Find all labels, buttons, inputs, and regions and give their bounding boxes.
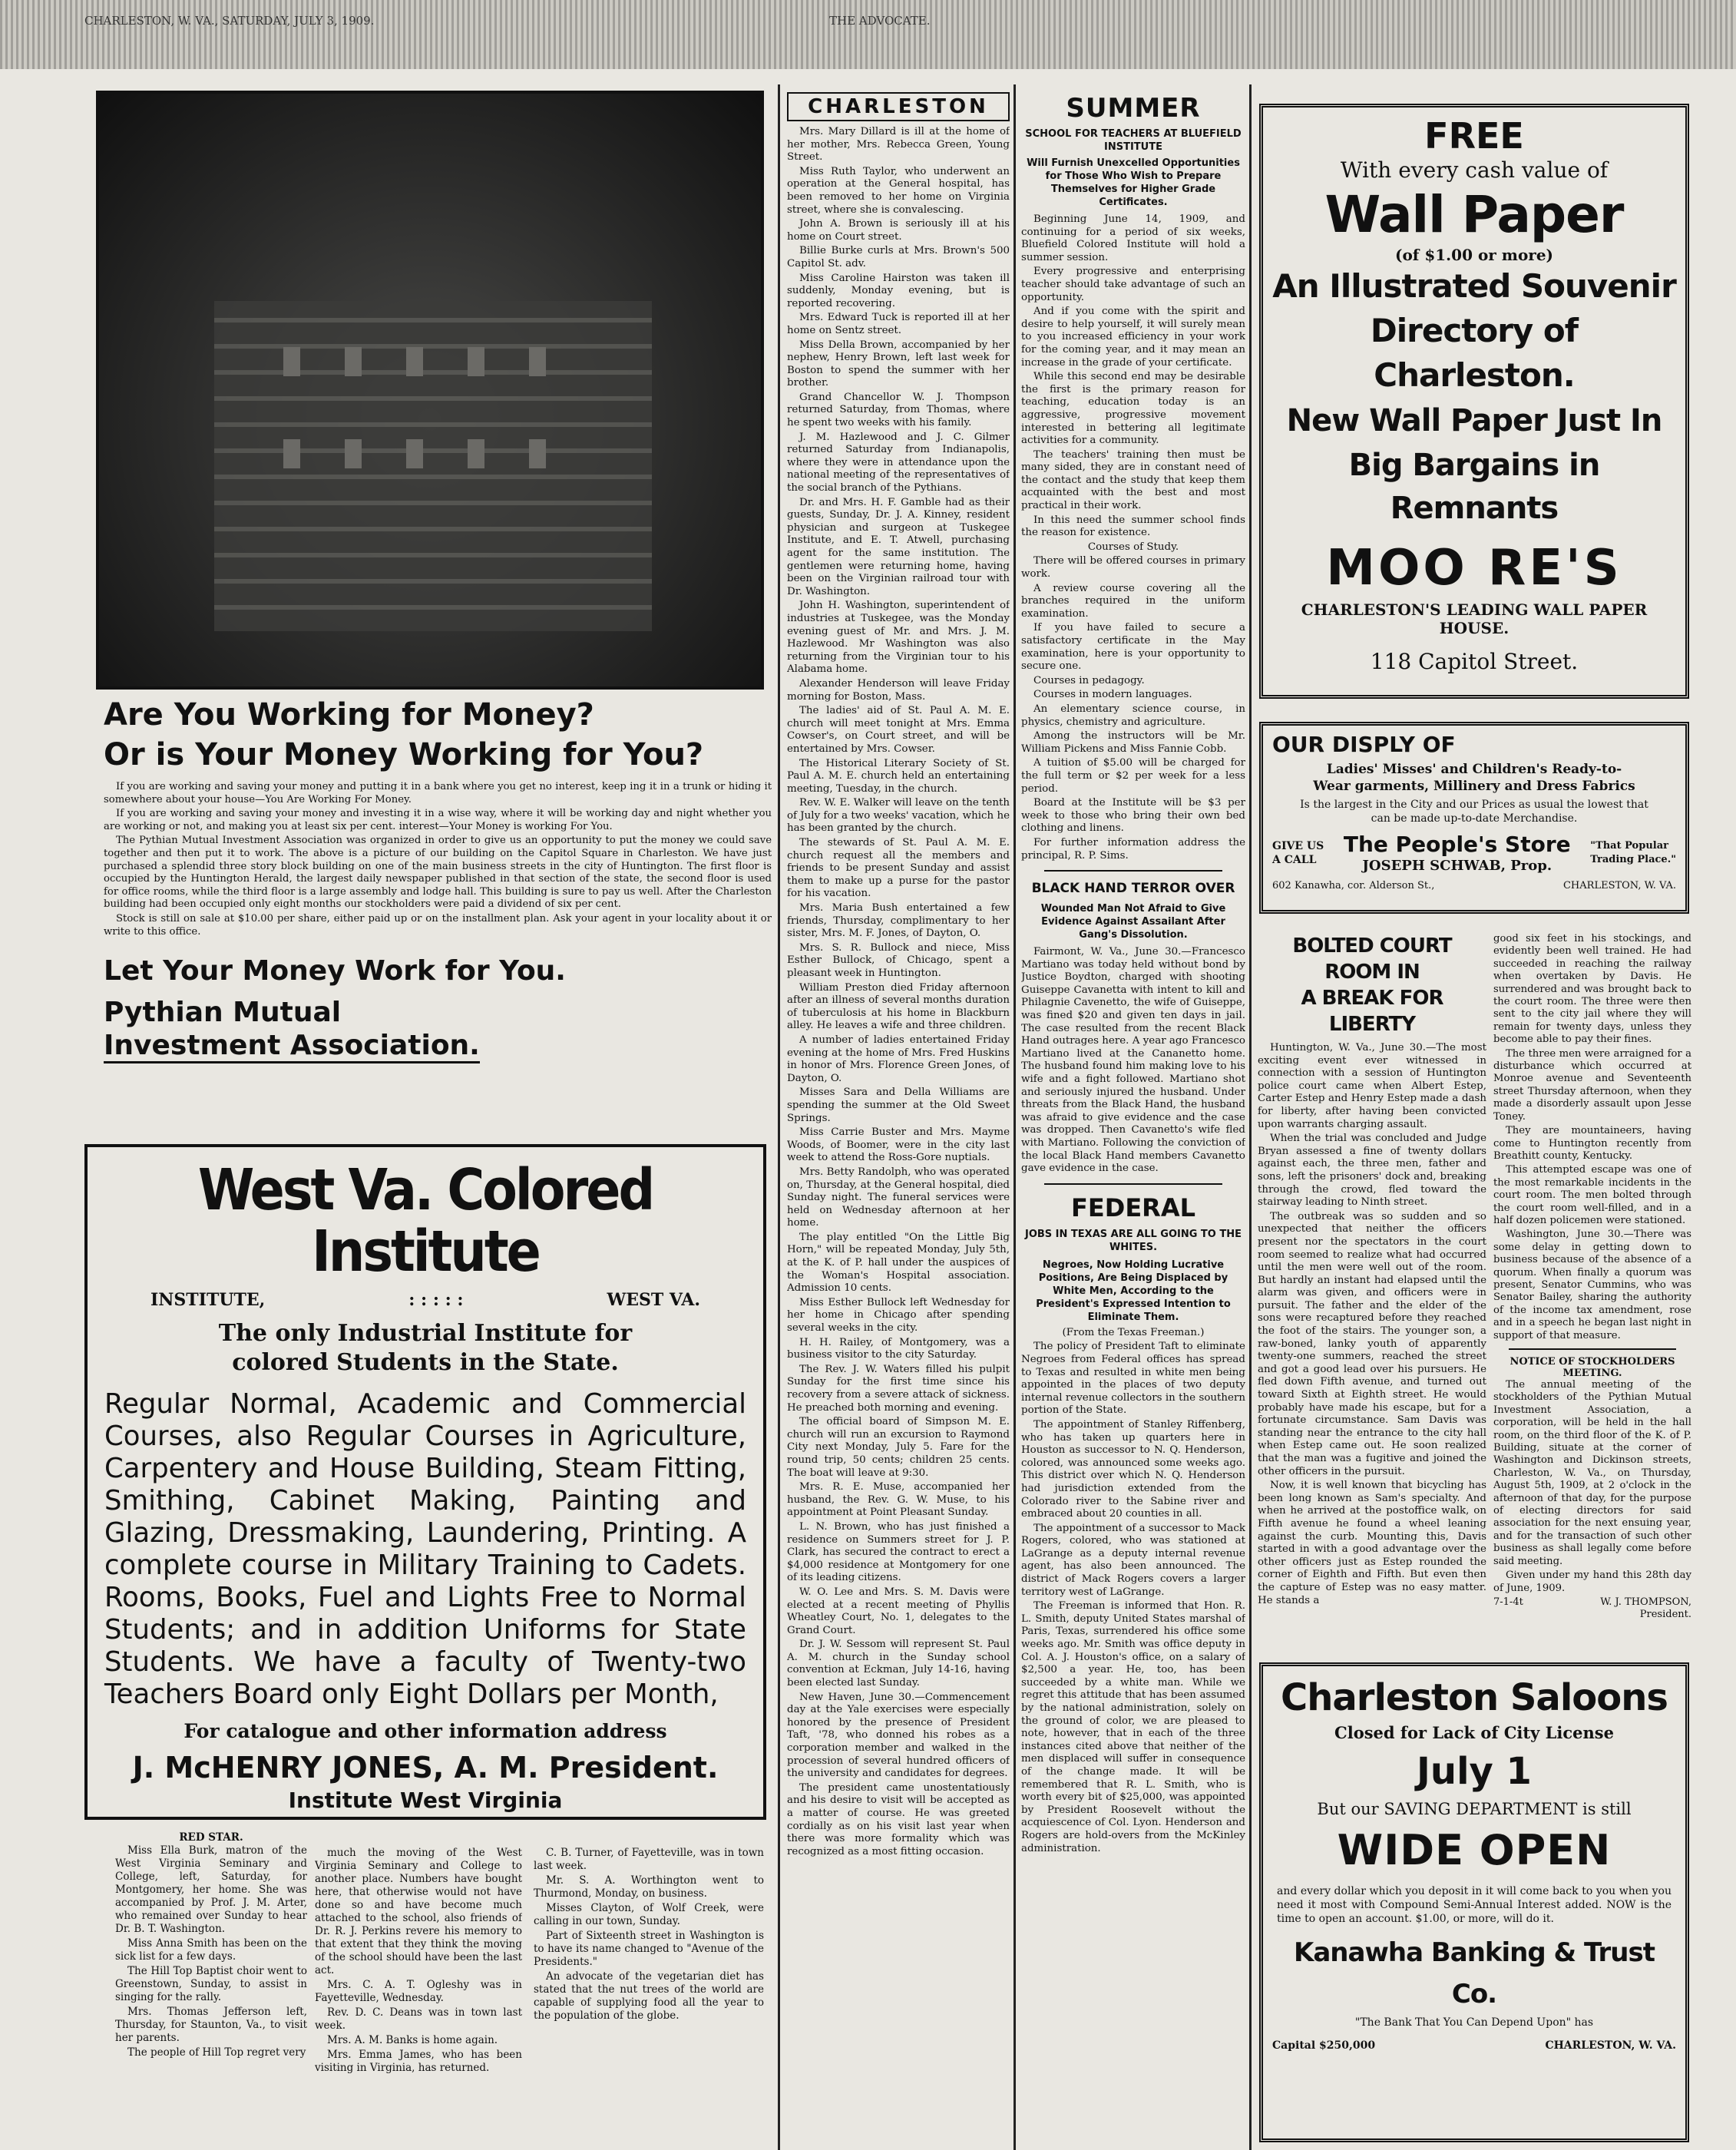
federal-head: FEDERAL <box>1071 1192 1195 1222</box>
charleston-item: John A. Brown is seriously ill at his home on Court street. <box>787 218 1010 243</box>
saloons-wide-open: WIDE OPEN <box>1337 1826 1612 1874</box>
wvci-ad <box>84 1144 766 1820</box>
redstar-head: RED STAR. <box>179 1831 243 1844</box>
summer-paragraph: And if you come with the spirit and desire to help yourself, it will surely mean to you increased efficiency in your work for the coming year, and it may mean an increase in the grade of your certificate. <box>1021 306 1245 369</box>
window-mark <box>406 347 423 376</box>
wvci-location-dots: : : : : : <box>408 1290 464 1310</box>
redstar-item: Rev. D. C. Deans was in town last week. <box>315 2006 522 2032</box>
charleston-item: Grand Chancellor W. J. Thompson returned Saturday, from Thomas, where he spent two weeks with his family. <box>787 391 1010 429</box>
charleston-item: Mrs. Mary Dillard is ill at the home of her mother, Mrs. Rebecca Green, Young Street. <box>787 126 1010 164</box>
bolted-head-2: A BREAK FOR LIBERTY <box>1301 987 1443 1036</box>
wvci-tagline-2: colored Students in the State. <box>232 1349 619 1376</box>
peoples-line-1: Ladies' Misses' and Children's Ready-to- <box>1326 762 1622 777</box>
federal-paragraph: The Freeman is informed that Hon. R. L. Smith, deputy United States marshal of Paris, Texas, surrendered his office some weeks ago. Mr. Smith was office deputy in Col. A. J. Houston's office, on a salary of $2,500 a year. He, too, has been succeeded by a white man. While we regret this attitude that has been assumed by the national administration, solely on the ground of color, we are pleased to note, however, that in each of the three instances cited above that neither of the men displaced will suffer in consequence of the change made. It will be remembered that R. L. Smith, who is worth every bit of $25,000, was appointed by President Roosevelt without the acquiescence of Col. Lyon. Henderson and Rogers are hold-overs from the McKinley administration. <box>1021 1600 1245 1854</box>
federal-paragraph: The appointment of Stanley Riffenberg, who has taken up quarters here in Houston as successor to N. Q. Henderson, colored, was announced some weeks ago. This district over which N. Q. Henderson had jurisdiction extended from the Colorado river to the Sabine river and embraced about 20 counties in all. <box>1021 1418 1245 1520</box>
wvci-catalogue: For catalogue and other information address <box>184 1720 667 1742</box>
federal-paragraph: The policy of President Taft to eliminate Negroes from Federal offices has spread to Texas and resulted in white men being appointed in the places of two deputy internal revenue collectors in the southern portion of the State. <box>1021 1341 1245 1417</box>
wvci-body: Regular Normal, Academic and Commercial Courses, also Regular Courses in Agriculture, Carpentery and House Building, Steam Fitting, Smithing, Cabinet Making, Painting and Glazing, Dressmaking, Laundering, Printing. A complete course in Military Training to Cadets. Rooms, Books, Fuel and Lights Free to Normal Students; and in addition Uniforms for State Students. We have a faculty of Twenty-two Teachers Board only Eight Dollars per Month, <box>104 1388 746 1710</box>
bolted-cont-paragraph: The three men were arraigned for a disturbance which occurred at Monroe avenue and Seventeenth street Thursday afternoon, when they made a disorderly assault upon Jesse Toney. <box>1493 1047 1691 1123</box>
peoples-store-name: The People's Store <box>1343 832 1571 857</box>
charleston-item: New Haven, June 30.—Commencement day at the Yale exercises were especially honored by the presence of President Taft, '78, who donned his robes as a corporation member and walked in the procession of several hundred officers of the university and candidates for degrees. <box>787 1691 1010 1780</box>
peoples-line-2: Wear garments, Millinery and Dress Fabrics <box>1313 779 1635 794</box>
blackhand-deck: Wounded Man Not Afraid to Give Evidence Against Assailant After Gang's Dissolution. <box>1040 903 1226 941</box>
charleston-item: Alexander Henderson will leave Friday morning for Boston, Mass. <box>787 677 1010 703</box>
summer-paragraph: Among the instructors will be Mr. William Pickens and Miss Fannie Cobb. <box>1021 730 1245 755</box>
window-mark <box>529 439 546 468</box>
bolted-head-1: BOLTED COURT ROOM IN <box>1292 934 1452 984</box>
bolted-cont-paragraph: This attempted escape was one of the most remarkable incidents in the court room. The men bolted through the court room well-filled, and in a half dozen policemen were stationed. <box>1493 1164 1691 1226</box>
peoples-trading: Trading Place." <box>1590 853 1676 865</box>
wvci-location-right: WEST VA. <box>607 1290 700 1310</box>
summer-deck: Will Furnish Unexcelled Opportunities for Those Who Wish to Prepare Themselves for Higher Grade Certificates. <box>1027 157 1240 208</box>
bolted-cont-paragraph: They are mountaineers, having come to Huntington recently from Breathitt county, Kentucky. <box>1493 1125 1691 1162</box>
notice-body: The annual meeting of the stockholders of the Pythian Mutual Investment Association, a corporation, will be held in the hall room, on the third floor of the K. of P. Building, situate at the corner of Washington and Dickinson streets, Charleston, W. Va., on Thursday, August 5th, 1909, at 2 o'clock in the afternoon of that day, for the purpose of electing directors for said association for the next ensuing year, and for the transaction of such other business as shall legally come before said meeting. <box>1493 1379 1691 1567</box>
charleston-item: Rev. W. E. Walker will leave on the tenth of July for a two weeks' vacation, which he has been granted by the church. <box>787 797 1010 835</box>
charleston-item: Mrs. R. E. Muse, accompanied her husband, the Rev. G. W. Muse, to his appointment at Point Pleasant Sunday. <box>787 1481 1010 1519</box>
redstar-item: Part of Sixteenth street in Washington is to have its name changed to "Avenue of the Presidents." <box>534 1930 764 1968</box>
moores-bargains: Big Bargains in Remnants <box>1348 448 1600 526</box>
window-mark <box>283 347 300 376</box>
blackhand-paragraph: Fairmont, W. Va., June 30.—Francesco Martiano was today held without bond by Justice Boydton, charged with shooting Guiseppe Cavanetta with intent to kill and Philagnie Cavenetto, the wife of Guiseppe, was fined $20 and given ten days in jail. The case resulted from the recent Black Hand outrages here. A year ago Francesco Martiano lived at the Cananetto home. The husband found him making love to his wife and a fight followed. Martiano shot and seriously injured the husband. Under threats from the Black Hand, the husband was afraid to give evidence and the case was dropped. Then Cavanetto's wife fled with Martiano. Following the conviction of the local Black Hand members Cavanetto gave evidence in the case. <box>1021 946 1245 1175</box>
pythian-paragraph: If you are working and saving your money and putting it in a bank where you get no interest, keep ing it in a trunk or hiding it somewhere about your house—You Are Working For Money. <box>104 781 772 805</box>
moores-with: With every cash value of <box>1340 157 1609 183</box>
summer-head: SUMMER <box>1066 93 1201 124</box>
summer-courses-head: Courses of Study. <box>1087 541 1179 553</box>
window-mark <box>283 439 300 468</box>
bolted-cont-paragraph: Washington, June 30.—There was some delay in getting down to business because of the absence of a quorum. When finally a quorum was present, Senator Cummins, who was Senator Bailey, sharing the authority of the income tax amendment, rose and in a speech he began last night in support of that measure. <box>1493 1229 1691 1341</box>
summer-paragraph: In this need the summer school finds the reason for existence. <box>1021 514 1245 539</box>
charleston-item: The stewards of St. Paul A. M. E. church request all the members and friends to be present Sunday and assist them to make up a purse for the pastor for his vacation. <box>787 837 1010 900</box>
redstar-item: The Hill Top Baptist choir went to Greenstown, Sunday, to assist in singing for the rally. <box>115 1965 307 2003</box>
charleston-item: Dr. and Mrs. H. F. Gamble had as their guests, Sunday, Dr. J. A. Kinney, resident physician and surgeon at Tuskegee Institute, and E. T. Atwell, purchasing agent for the same institution. The gentlemen were returning home, having been on the Virginian railroad tour with Dr. Washington. <box>787 496 1010 597</box>
summer-paragraph: There will be offered courses in primary work. <box>1021 555 1245 580</box>
window-mark <box>468 347 484 376</box>
charleston-item: A number of ladies entertained Friday evening at the home of Mrs. Fred Huskins in honor of Mrs. Florence Green Jones, of Dayton, O. <box>787 1034 1010 1084</box>
wvci-tagline-1: The only Industrial Institute for <box>218 1320 633 1347</box>
charleston-item: Misses Sara and Della Williams are spending the summer at the Old Sweet Springs. <box>787 1087 1010 1124</box>
peoples-prop: JOSEPH SCHWAB, Prop. <box>1362 858 1552 874</box>
summer-paragraph: Every progressive and enterprising teacher should take advantage of such an opportunity. <box>1021 266 1245 303</box>
moores-new-paper: New Wall Paper Just In <box>1286 403 1662 438</box>
redstar-column-3 <box>534 1847 764 2138</box>
peoples-popular: "That Popular <box>1590 839 1668 852</box>
notice-ref: 7-1-4t <box>1493 1596 1523 1608</box>
masthead-title: THE ADVOCATE. <box>829 14 931 28</box>
peoples-address: 602 Kanawha, cor. Alderson St., <box>1272 880 1435 891</box>
pythian-paragraph: If you are working and saving your money and investing it in a wise way, where it will be working day and night whether you are working or not, and making you at least six per cent. interest—Your Money is working For You. <box>104 808 772 832</box>
saloons-head: Charleston Saloons <box>1281 1676 1668 1719</box>
summer-paragraph: Courses in pedagogy. <box>1033 674 1145 686</box>
pythian-headline-2: Or is Your Money Working for You? <box>104 737 704 772</box>
moores-souvenir: An Illustrated Souvenir <box>1272 267 1676 305</box>
notice-title: President. <box>1639 1609 1691 1621</box>
charleston-head: CHARLESTON <box>787 92 1010 121</box>
wvci-title: West Va. Colored Institute <box>197 1157 653 1285</box>
bolted-paragraph: Huntington, W. Va., June 30.—The most exciting event ever witnessed in connection with a session of Huntington police court came when Albert Estep, Carter Estep and Henry Estep made a dash for liberty, after having been convicted upon warrants charging assault. <box>1258 1042 1486 1130</box>
redstar-item: Miss Anna Smith has been on the sick list for a few days. <box>115 1937 307 1963</box>
building-image <box>214 301 652 631</box>
peoples-line-3: Is the largest in the City and our Prices as usual the lowest that <box>1300 799 1648 811</box>
summer-paragraph: A review course covering all the branches required in the uniform examination. <box>1021 582 1245 620</box>
charleston-item: Mrs. Betty Randolph, who was operated on, Thursday, at the General hospital, died Sunday night. The funeral services were held on Wednesday afternoon at her home. <box>787 1166 1010 1229</box>
redstar-item: C. B. Turner, of Fayetteville, was in town last week. <box>534 1847 764 1872</box>
federal-subhead: JOBS IN TEXAS ARE ALL GOING TO THE WHITES. <box>1025 1228 1242 1253</box>
charleston-item: Billie Burke curls at Mrs. Brown's 500 Capitol St. adv. <box>787 245 1010 270</box>
masthead-date: CHARLESTON, W. VA., SATURDAY, JULY 3, 1909. <box>84 14 375 28</box>
moores-leading: CHARLESTON'S LEADING WALL PAPER <box>1301 600 1648 619</box>
redstar-item: An advocate of the vegetarian diet has stated that the nut trees of the world are capable of supplying food all the year to the population of the globe. <box>534 1970 764 2022</box>
moores-address: 118 Capitol Street. <box>1370 649 1579 674</box>
charleston-item: The ladies' aid of St. Paul A. M. E. church will meet tonight at Mrs. Emma Cowser's, on Court street, and will be entertained by Mrs. Cowser. <box>787 705 1010 755</box>
charleston-item: H. H. Railey, of Montgomery, was a business visitor to the city Saturday. <box>787 1336 1010 1361</box>
saloons-date: July 1 <box>1417 1750 1532 1793</box>
summer-paragraph: If you have failed to secure a satisfactory certificate in the May examination, here is your opportunity to secure one. <box>1021 622 1245 673</box>
summer-paragraph: While this second end may be desirable the first is the primary reason for teaching, education today is an aggressive, progressive movement interested in bettering all legitimate activities for a community. <box>1021 371 1245 447</box>
charleston-item: Miss Della Brown, accompanied by her nephew, Henry Brown, left last week for Boston to spend the summer with her brother. <box>787 339 1010 389</box>
window-mark <box>345 439 362 468</box>
column-rule <box>1013 84 1016 2150</box>
redstar-item: Mrs. Emma James, who has been visiting in Virginia, has returned. <box>315 2049 522 2074</box>
summer-subhead: SCHOOL FOR TEACHERS AT BLUEFIELD INSTITUTE <box>1025 128 1242 153</box>
notice-given: Given under my hand this 28th day of June, 1909. <box>1493 1570 1691 1594</box>
notice-head-1: NOTICE OF STOCKHOLDERS <box>1509 1356 1675 1368</box>
charleston-item: W. O. Lee and Mrs. S. M. Davis were elected at a recent meeting of Phyllis Wheatley Court, No. 1, delegates to the Grand Court. <box>787 1586 1010 1636</box>
peoples-store-ad <box>1259 722 1689 914</box>
federal-source: (From the Texas Freeman.) <box>1062 1326 1205 1338</box>
pythian-paragraph: Stock is still on sale at $10.00 per share, either paid up or on the installment plan. Ask your agent in your locality about it or write to this office. <box>104 912 772 938</box>
pythian-ad <box>104 695 772 1125</box>
saloons-but: But our SAVING DEPARTMENT is still <box>1317 1800 1632 1818</box>
bolted-paragraph: The outbreak was so sudden and so unexpected that neither the officers present nor the spectators in the court room seemed to realize what had occurred until the men were well out of the room. But hardly an instant had elapsed until the alarm was given, and officers were in pursuit. The father and the elder of the sons were recaptured before they reached the foot of the stairs. The younger son, a raw-boned, lanky youth of apparently twenty-one summers, reached the street and got a good lead over his pursuers. He fled down Fifth avenue, and turned out toward Sixth at Eighth street. He would probably have made his escape, but for a fortunate circumstance. Sam Davis was standing near the entrance to the city hall when Estep came out. He soon realized that the man was a fugitive and joined the other officers in the pursuit. <box>1258 1210 1486 1477</box>
pythian-headline-1: Are You Working for Money? <box>104 697 594 733</box>
pythian-slogan: Let Your Money Work for You. <box>104 955 566 987</box>
bank-city: CHARLESTON, W. VA. <box>1545 2039 1676 2052</box>
window-mark <box>345 347 362 376</box>
charleston-column <box>787 92 1010 2146</box>
peoples-head: OUR DISPLY OF <box>1272 732 1456 757</box>
peoples-give: GIVE US <box>1272 839 1324 852</box>
summer-paragraph: A tuition of $5.00 will be charged for the full term or $2 per week for a less period. <box>1021 757 1245 795</box>
bank-name: Kanawha Banking & Trust Co. <box>1294 1937 1655 2009</box>
charleston-item: Miss Caroline Hairston was taken ill suddenly, Monday evening, but is reported recovering. <box>787 272 1010 309</box>
pythian-org-1: Pythian Mutual <box>104 997 342 1029</box>
charleston-item: Mrs. Maria Bush entertained a few friends, Thursday, complimentary to her sister, Mrs. M. F. Jones, of Dayton, O. <box>787 902 1010 940</box>
wvci-location <box>150 1290 700 1310</box>
federal-paragraph: The appointment of a successor to Mack Rogers, colored, who was stationed at LaGrange as a deputy internal revenue agent, has also been announced. The district of Mack Rogers covers a larger territory west of LaGrange. <box>1021 1522 1245 1598</box>
summer-paragraph: Courses in modern languages. <box>1033 689 1192 701</box>
moores-name: MOO RE'S <box>1326 540 1622 597</box>
bank-capital: Capital $250,000 <box>1272 2039 1376 2052</box>
summer-paragraph: An elementary science course, in physics, chemistry and agriculture. <box>1021 703 1245 728</box>
federal-deck: Negroes, Now Holding Lucrative Positions, Are Being Displaced by White Men, According to the President's Expressed Intention to Eliminate Them. <box>1036 1259 1231 1323</box>
charleston-item: Mrs. Edward Tuck is reported ill at her home on Sentz street. <box>787 312 1010 336</box>
redstar-item: much the moving of the West Virginia Seminary and College to another place. Numbers have bought here, that otherwise would not have done so and have become much attached to the school, also friends of Dr. R. J. Perkins revere his memory to that extent that they think the moving of the school should have been the last act. <box>315 1847 522 1976</box>
bolted-continuation-column <box>1493 933 1691 1655</box>
window-mark <box>529 347 546 376</box>
moores-ad <box>1259 104 1689 699</box>
redstar-item: Misses Clayton, of Wolf Creek, were calling in our town, Sunday. <box>534 1902 764 1927</box>
blackhand-head: BLACK HAND TERROR OVER <box>1031 881 1235 897</box>
wvci-location-left: INSTITUTE, <box>150 1290 266 1310</box>
charleston-item: William Preston died Friday afternoon after an illness of several months duration of tuberculosis at his home in Blackburn alley. He leaves a wife and three children. <box>787 981 1010 1032</box>
bolted-paragraph: When the trial was concluded and Judge Bryan assessed a fine of twenty dollars against each, the three men, father and sons, left the prisoners' dock and, breaking through the crowd, fled toward the stairway leading to Ninth street. <box>1258 1133 1486 1209</box>
masthead-strip <box>0 0 1736 69</box>
redstar-column-1 <box>115 1831 307 2138</box>
redstar-item: The people of Hill Top regret very <box>127 2046 306 2059</box>
charleston-item: Miss Carrie Buster and Mrs. Mayme Woods, of Boomer, were in the city last week to attend the Ross-Gore nuptials. <box>787 1126 1010 1164</box>
charleston-item: The Rev. J. W. Waters filled his pulpit Sunday for the first time since his recovery from a severe attack of sickness. He preached both morning and evening. <box>787 1363 1010 1414</box>
window-mark <box>468 439 484 468</box>
charleston-item: The president came unostentatiously and his desire to visit will be accepted as a matter of course. He was greeted cordially as on his visit last year when there was more formality which was recognized as a most fitting occasion. <box>787 1781 1010 1857</box>
column-rule <box>778 84 780 2150</box>
redstar-item: Mrs. Thomas Jefferson left, Thursday, for Staunton, Va., to visit her parents. <box>115 2006 307 2044</box>
notice-signed: W. J. THOMPSON, <box>1600 1596 1691 1608</box>
moores-directory: Directory of Charleston. <box>1370 312 1579 394</box>
redstar-column-2 <box>315 1847 522 2138</box>
bolted-cont-paragraph: good six feet in his stockings, and evidently been well trained. He had succeeded in reaching the railway when overtaken by Davis. He surrendered and was brought back to the court room. The three were then sent to the city jail where they will remain for twenty days, unless they become able to pay their fines. <box>1493 933 1691 1046</box>
summer-paragraph: Beginning June 14, 1909, and continuing for a period of six weeks, Bluefield Colored Institute will hold a summer session. <box>1021 213 1245 263</box>
moores-wallpaper: Wall Paper <box>1324 185 1624 244</box>
redstar-item: Mrs. A. M. Banks is home again. <box>327 2034 498 2046</box>
summer-column <box>1021 92 1245 2146</box>
notice-head-2: MEETING. <box>1562 1368 1622 1379</box>
wvci-president: J. McHENRY JONES, A. M. President. <box>132 1751 719 1784</box>
bolted-column <box>1258 933 1486 1655</box>
redstar-item: Mrs. C. A. T. Ogleshy was in Fayetteville, Wednesday. <box>315 1979 522 2004</box>
summer-paragraph: The teachers' training then must be many sided, they are in constant need of the contact and the study that keep them acquainted with the best and most practical in their work. <box>1021 448 1245 512</box>
kanawha-bank-ad <box>1259 1662 1689 2142</box>
wvci-address: Institute West Virginia <box>288 1788 563 1813</box>
bank-motto: "The Bank That You Can Depend Upon" has <box>1354 2016 1594 2029</box>
charleston-item: The Historical Literary Society of St. Paul A. M. E. church held an entertaining meeting, Tuesday, in the church. <box>787 757 1010 795</box>
charleston-item: The official board of Simpson M. E. church will run an excursion to Raymond City next Monday, July 5. Fare for the round trip, 50 cents; children 25 cents. The boat will leave at 9:30. <box>787 1416 1010 1479</box>
peoples-city: CHARLESTON, W. VA. <box>1562 880 1676 891</box>
redstar-item: Miss Ella Burk, matron of the West Virginia Seminary and College, left, Saturday, for Montgomery, her home. She was accompanied by Prof. J. M. Arter, who remained over Sunday to hear Dr. B. T. Washington. <box>115 1844 307 1935</box>
charleston-item: Miss Esther Bullock left Wednesday for her home in Chicago after spending several weeks in the city. <box>787 1296 1010 1335</box>
charleston-body <box>787 126 1010 1858</box>
building-photo <box>96 91 764 690</box>
window-mark <box>406 439 423 468</box>
pythian-paragraph: The Pythian Mutual Investment Association was organized in order to give us an opportunity to put the money we could save together and then put it to work. The above is a picture of our building on the Capitol Square in Charleston. We have just purchased a splendid three story block building on one of the main business streets in the city of Huntington. The first floor is occupied by the Huntington Herald, the largest daily newspaper published in that section of the state, the second floor is used for office rooms, while the third floor is a large assembly and lodge hall. This building is sure to pay us well. After the Charleston building had been occupied only eight months our stockholders were paid a dividend of six per cent. <box>104 835 772 911</box>
column-rule <box>1249 84 1252 2150</box>
saloons-closed: Closed for Lack of City License <box>1334 1723 1614 1742</box>
charleston-item: Dr. J. W. Sessom will represent St. Paul A. M. church in the Sunday school convention at Eckman, July 14-16, having been elected last Sunday. <box>787 1639 1010 1689</box>
peoples-line-4: can be made up-to-date Merchandise. <box>1371 812 1578 825</box>
saloons-body: and every dollar which you deposit in it will come back to you when you need it most with Compound Semi-Annual Interest added. NOW is the time to open an account. $1.00, or more, will do it. <box>1277 1885 1672 1925</box>
charleston-item: The play entitled "On the Little Big Horn," will be repeated Monday, July 5th, at the K. of P. hall under the auspices of the Woman's Hospital association. Admission 10 cents. <box>787 1231 1010 1295</box>
charleston-item: Mrs. S. R. Bullock and niece, Miss Esther Bullock, of Chicago, spent a pleasant week in Huntington. <box>787 941 1010 979</box>
pythian-org-2: Investment Association. <box>104 1030 480 1063</box>
peoples-call: A CALL <box>1272 853 1317 866</box>
charleston-item: John H. Washington, superintendent of industries at Tuskegee, was the Monday evening guest of Mr. and Mrs. J. M. Hazlewood. Mr Washington was also returning from the Virginian tour to his Alabama home. <box>787 600 1010 676</box>
summer-paragraph: For further information address the principal, R. P. Sims. <box>1021 836 1245 862</box>
summer-paragraph: Board at the Institute will be $3 per week to those who bring their own bed clothing and linens. <box>1021 797 1245 835</box>
redstar-item: Mr. S. A. Worthington went to Thurmond, Monday, on business. <box>534 1874 764 1900</box>
charleston-item: L. N. Brown, who has just finished a residence on Summers street for J. P. Clark, has secured the contract to erect a $4,000 residence at Montgomery for one of its leading citizens. <box>787 1520 1010 1584</box>
charleston-item: J. M. Hazlewood and J. C. Gilmer returned Saturday from Indianapolis, where they were in attendance upon the national meeting of the representatives of the social branch of the Pythians. <box>787 431 1010 495</box>
moores-house: HOUSE. <box>1439 619 1509 637</box>
bolted-paragraph: Now, it is well known that bicycling has been long known as Sam's specialty. And when he arrived at the postoffice walk, on Fifth avenue he found a wheel leaning against the curb. Mounting this, Davis started in with a good advantage over the other officers just as Estep rounded the corner of Eighth and Fifth. But even then the capture of Estep was no easy matter. He stands a <box>1258 1480 1486 1606</box>
moores-free: FREE <box>1424 115 1524 157</box>
moores-amount: (of $1.00 or more) <box>1394 246 1554 264</box>
charleston-item: Miss Ruth Taylor, who underwent an operation at the General hospital, has been removed to her home on Virginia street, where she is convalescing. <box>787 165 1010 216</box>
